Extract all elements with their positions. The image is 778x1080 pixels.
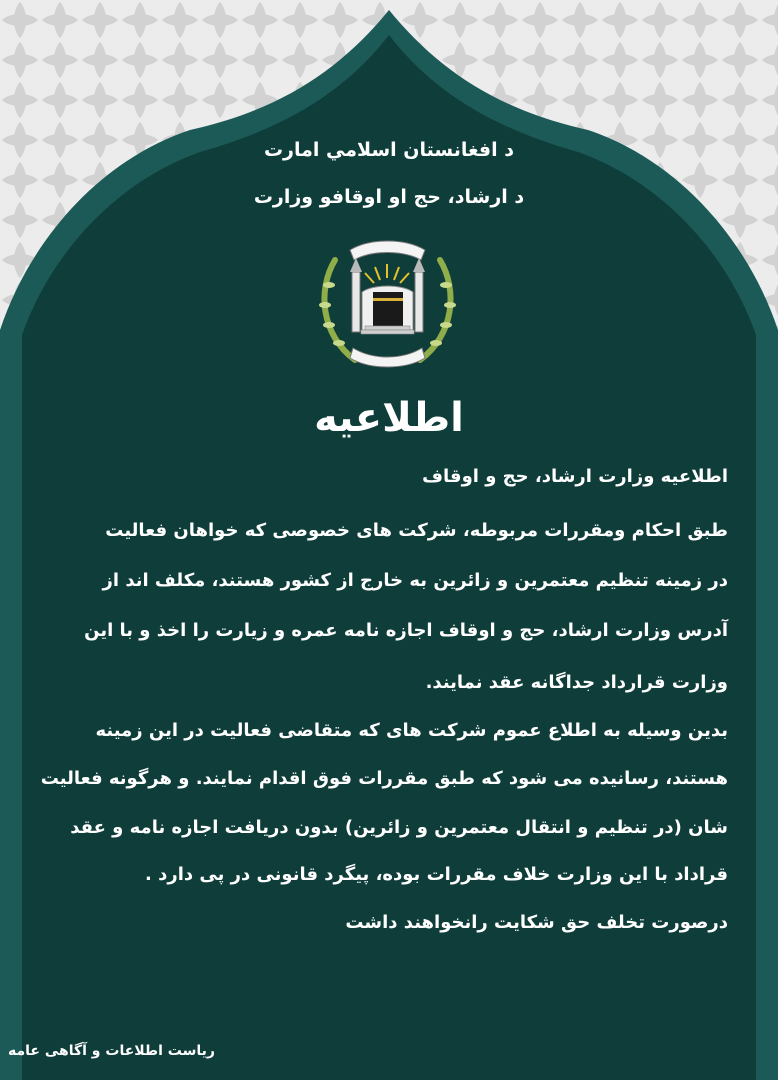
notice-line-1: اطلاعیه وزارت ارشاد، حج و اوقاف bbox=[422, 466, 728, 487]
notice-line-2: طبق احکام ومقررات مربوطه، شرکت های خصوصی که خواهان فعالیت bbox=[105, 520, 728, 541]
footer-department-name: ریاست اطلاعات و آگاهی عامه bbox=[8, 1043, 215, 1059]
notice-line-5: وزارت قرارداد جداگانه عقد نمایند. bbox=[425, 672, 728, 693]
notice-title: اطلاعیه bbox=[314, 395, 464, 441]
notice-line-9: قراداد با این وزارت خلاف مقررات بوده، پیگرد قانونی در پی دارد . bbox=[144, 864, 728, 885]
notice-line-4: آدرس وزارت ارشاد، حج و اوقاف اجازه نامه عمره و زیارت را اخذ و با این bbox=[84, 620, 728, 641]
ministry-emblem-kaaba-icon bbox=[315, 230, 460, 378]
notice-line-7: هستند، رسانیده می شود که طبق مقررات فوق اقدام نمایند. و هرگونه فعالیت bbox=[40, 768, 728, 789]
header-ministry-title: د ارشاد، حج او اوقافو وزارت bbox=[253, 186, 525, 208]
notice-line-8: شان (در تنظیم و انتقال معتمرین و زائرین) بدون دریافت اجازه نامه و عقد bbox=[70, 817, 728, 838]
notice-line-3: در زمینه تنظیم معتمرین و زائرین به خارج از کشور هستند، مکلف اند از bbox=[102, 570, 728, 591]
notice-line-10: درصورت تخلف حق شکایت رانخواهند داشت bbox=[345, 912, 728, 933]
header-emirate-title: د افغانستان اسلامي امارت bbox=[263, 139, 515, 161]
notice-line-6: بدین وسیله به اطلاع عموم شرکت های که متقاضی فعالیت در این زمینه bbox=[95, 720, 728, 741]
